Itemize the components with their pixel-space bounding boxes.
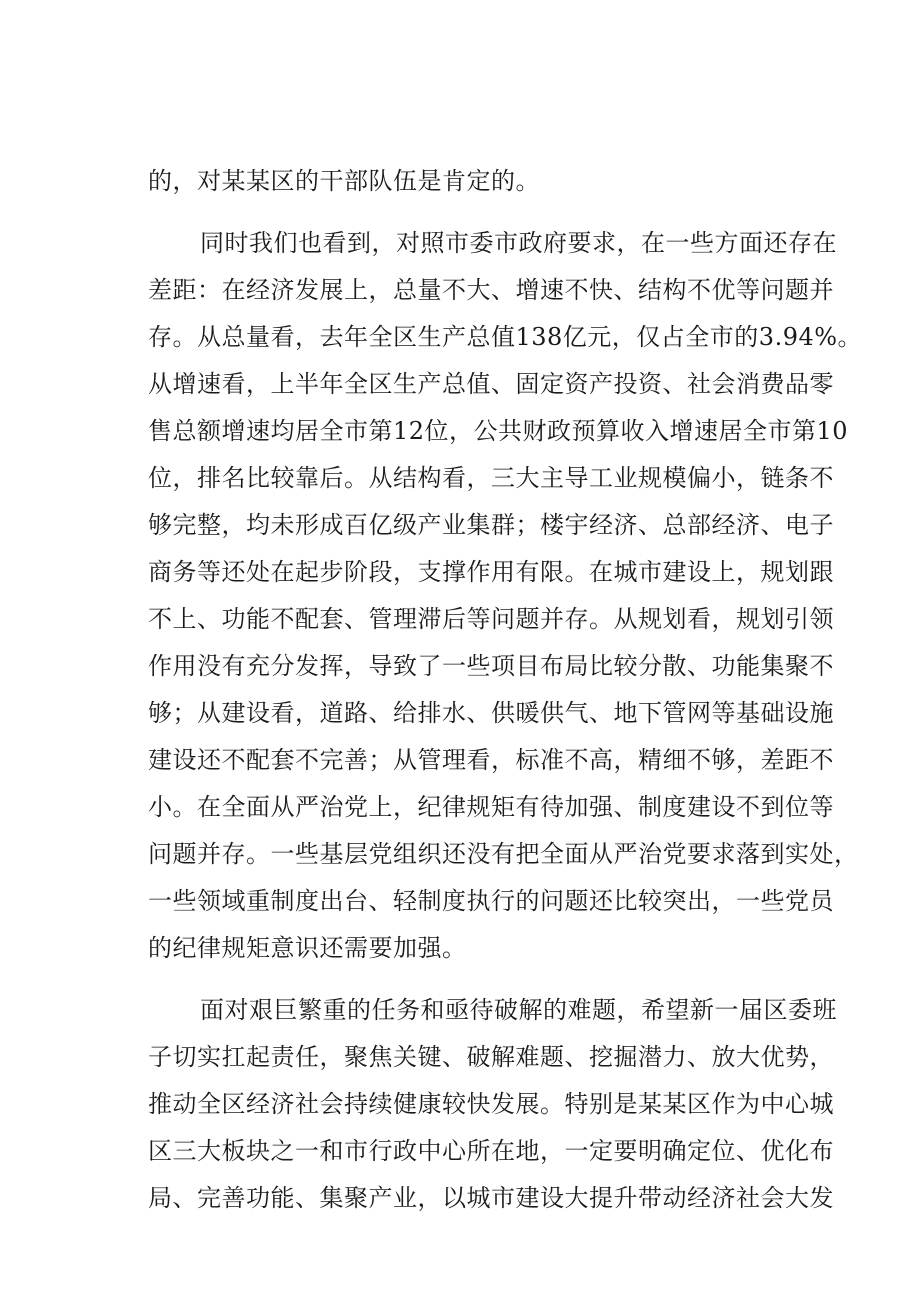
- document-body: [148, 158, 863, 1222]
- paragraph-1: [148, 158, 808, 220]
- text-line: 面对艰巨繁重的任务和亟待破解的难题，希望新一届区委班: [200, 996, 837, 1024]
- text-line: 存。从总量看，去年全区生产总值138亿元，仅占全市的3.94%。: [148, 323, 863, 351]
- paragraph-2: [148, 220, 863, 987]
- text-line: 建设还不配套不完善；从管理看，标准不高，精细不够，差距不: [148, 746, 834, 774]
- text-line: 位，排名比较靠后。从结构看，三大主导工业规模偏小，链条不: [148, 464, 834, 492]
- text-line: 差距：在经济发展上，总量不大、增速不快、结构不优等问题并: [148, 276, 834, 304]
- text-line: 的，对某某区的干部队伍是肯定的。: [148, 167, 540, 195]
- text-line: 商务等还处在起步阶段，支撑作用有限。在城市建设上，规划跟: [148, 558, 834, 586]
- text-line: 一些领域重制度出台、轻制度执行的问题还比较突出，一些党员: [148, 887, 834, 915]
- text-line: 的纪律规矩意识还需要加强。: [148, 934, 467, 962]
- text-line: 推动全区经济社会持续健康较快发展。特别是某某区作为中心城: [148, 1090, 834, 1118]
- text-line: 够完整，均未形成百亿级产业集群；楼宇经济、总部经济、电子: [148, 511, 834, 539]
- text-line: 同时我们也看到，对照市委市政府要求，在一些方面还存在: [200, 229, 837, 257]
- text-line: 问题并存。一些基层党组织还没有把全面从严治党要求落到实处，: [148, 840, 859, 868]
- text-line: 局、完善功能、集聚产业，以城市建设大提升带动经济社会大发: [148, 1184, 834, 1212]
- text-line: 够；从建设看，道路、给排水、供暖供气、地下管网等基础设施: [148, 699, 834, 727]
- text-line: 作用没有充分发挥，导致了一些项目布局比较分散、功能集聚不: [148, 652, 834, 680]
- text-line: 小。在全面从严治党上，纪律规矩有待加强、制度建设不到位等: [148, 793, 834, 821]
- text-line: 不上、功能不配套、管理滞后等问题并存。从规划看，规划引领: [148, 605, 834, 633]
- text-line: 子切实扛起责任，聚焦关键、破解难题、挖掘潜力、放大优势，: [148, 1043, 834, 1071]
- paragraph-3: [148, 987, 837, 1222]
- text-line: 从增速看，上半年全区生产总值、固定资产投资、社会消费品零: [148, 370, 834, 398]
- text-line: 区三大板块之一和市行政中心所在地，一定要明确定位、优化布: [148, 1137, 834, 1165]
- text-line: 售总额增速均居全市第12位，公共财政预算收入增速居全市第10: [148, 417, 849, 445]
